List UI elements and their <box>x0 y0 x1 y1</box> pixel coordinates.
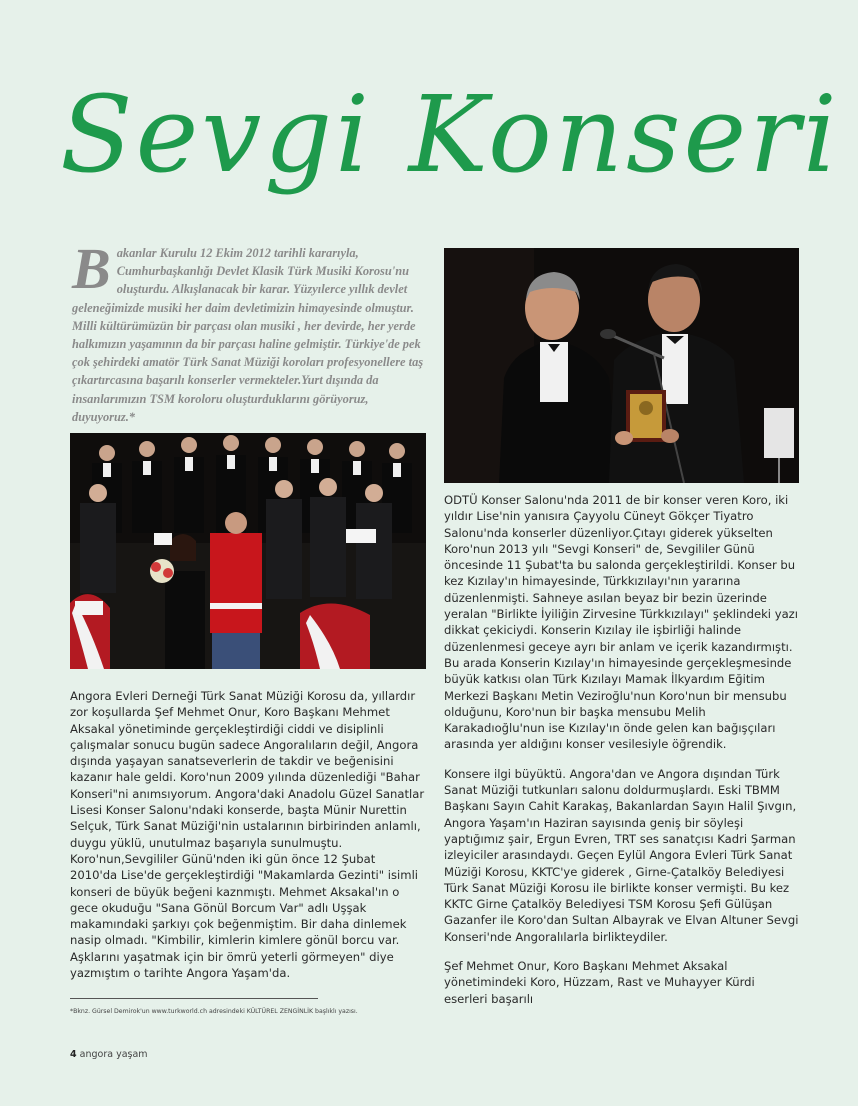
award-ceremony-photo <box>444 248 799 483</box>
right-article-column <box>444 492 799 1020</box>
page-title: Sevgi Konseri <box>60 73 840 196</box>
left-article-column <box>70 688 426 994</box>
drop-cap: B <box>72 236 111 301</box>
magazine-name: angora yaşam <box>79 1049 148 1060</box>
intro-paragraph <box>72 236 424 426</box>
footnote-divider <box>70 998 318 999</box>
page-footer <box>70 1049 148 1060</box>
paragraph: ODTÜ Konser Salonu'nda 2011 de bir konser veren Koro, iki yıldır Lise'nin yanısıra Çayyolu Cüneyt Gökçer Tiyatro Salonu'nda konserler düzenliyor.Çıtayı giderek yükselten Koro'nun 2013 yılı "Sevgi Konseri" de, Sevgililer Günü öncesinde 11 Şubat'ta bu salonda gerçekleştirildi. Konser bu kez Kızılay'ın himayesinde, Türkkızılayı'nın yararına düzenlenmişti. Sahneye asılan beyaz bir bezin üzerinde yeralan "Birlikte İyiliğin Zirvesine Türkkızılayı" şeklindeki yazı dikkat çekiciydi. Konserin Kızılay ile işbirliği halinde düzenlenmesi geceye ayrı bir anlam ve içerik kazandırmıştı. Bu arada Konserin Kızılay'ın himayesinde gerçekleşmesinde büyük katkısı olan Türk Kızılayı Mamak İlkyardım Eğitim Merkezi Başkanı Metin Veziroğlu'nun Koro'nun bir mensubu olduğunu, Koro'nun bir başka mensubu Melih Karakadıoğlu'nun ise Kızılay'ın önde gelen kan bağışçıları arasında yer aldığını konser vesilesiyle öğrendik. <box>444 493 798 752</box>
page-number: 4 <box>70 1049 77 1060</box>
paragraph: Konsere ilgi büyüktü. Angora'dan ve Angora dışından Türk Sanat Müziği tutkunları salonu doldurmuşlardı. Eski TBMM Başkanı Sayın Cahit Karakaş, Bakanlardan Sayın Halil Şıvgın, Angora Yaşam'ın Haziran sayısında geniş bir söyleşi yaptığımız şair, Ergun Evren, TRT ses sanatçısı Kadri Şarman izleyiciler arasındaydı. Geçen Eylül Angora Evleri Türk Sanat Müziği Korosu, KKTC'ye giderek , Girne-Çatalköy Belediyesi Türk Sanat Müziği Korosu ile birlikte konser vermişti. Bu kez KKTC Girne Çatalköy Belediyesi TSM Korosu Şefi Gülüşan Gazanfer ile Koro'dan Sultan Albayrak ve Elvan Altuner Sevgi Konseri'nde Angoralılarla birlikteydiler. <box>444 766 799 944</box>
choir-concert-photo <box>70 433 426 669</box>
footnote: *Bknz. Gürsel Demirok'un www.turkworld.ch adresindeki KÜLTÜREL ZENGİNLİK başlıklı yazısı. <box>70 1008 358 1015</box>
paragraph: Şef Mehmet Onur, Koro Başkanı Mehmet Aksakal yönetimindeki Koro, Hüzzam, Rast ve Muhayyer Kürdi eserleri başarılı <box>444 959 755 1006</box>
intro-text: akanlar Kurulu 12 Ekim 2012 tarihli kararıyla, Cumhurbaşkanlığı Devlet Klasik Türk Musiki Korosu'nu oluşturdu. Alkışlanacak bir karar. Yüzyılerce yıllık devlet geleneğimizde musiki her daim devletimizin himayesinde olmuştur. Milli kültürümüzün bir parçası olan musiki , her devirde, her yerde halkımızın yaşamının da bir parçası haline gelmiştir. Türkiye'de pek çok şehirdeki amatör Türk Sanat Müziği koroları profesyonellere taş çıkartırcasına başarılı konserler vermekteler.Yurt dışında da insanlarımızın TSM koroloru oluşturduklarını görüyoruz, duyuyoruz.* <box>72 246 424 424</box>
paragraph: Angora Evleri Derneği Türk Sanat Müziği Korosu da, yıllardır zor koşullarda Şef Mehmet Onur, Koro Başkanı Mehmet Aksakal yönetiminde gerçekleştirdiği ciddi ve disiplinli çalışmalar sonucu bugün sadece Angoralıların değil, Angora dışında yaşayan sanatseverlerin de takdir ve beğenisini kazanır hale geldi. Koro'nun 2009 yılında düzenlediği "Bahar Konseri"ni anımsıyorum. Angora'daki Anadolu Güzel Sanatlar Lisesi Konser Salonu'ndaki konserde, başta Münir Nurettin Selçuk, Türk Sanat Müziği'nin ustalarının birbirinden anlamlı, duygu yüklü, unutulmaz başarıyla sunulmuştu. Koro'nun,Sevgililer Günü'nden iki gün önce 12 Şubat 2010'da Lise'de gerçekleştirdiği "Makamlarda Gezinti" isimli konseri de büyük beğeni kaznmıştı. Mehmet Aksakal'ın o gece okuduğu "Sana Gönül Borcum Var" adlı Uşşak makamındaki şarkıyı çok beğenmiştim. Bir daha dinlemek nasip olmadı. "Kimbilir, kimlerin kimlere gönül borcu var. Aşklarını yaşatmak için bir ömrü yeterli görmeyen" diye yazmıştım o tarihte Angora Yaşam'da. <box>70 689 425 981</box>
